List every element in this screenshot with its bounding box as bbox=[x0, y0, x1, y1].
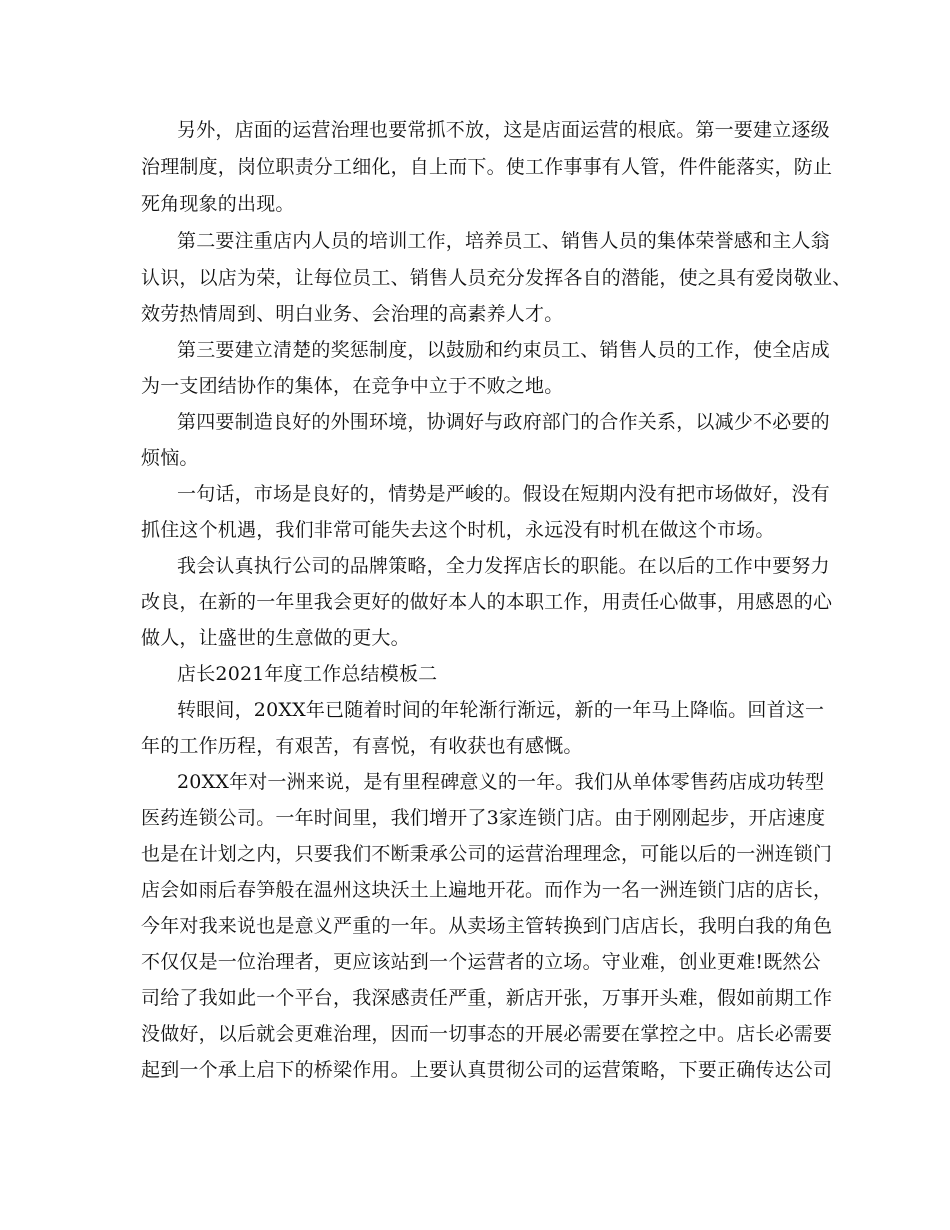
body-text-line: 认识，以店为荣，让每位员工、销售人员充分发挥各自的潜能，使之具有爱岗敬业、 bbox=[141, 267, 852, 289]
body-text-line: 一句话，市场是良好的，情势是严峻的。假设在短期内没有把市场做好，没有 bbox=[177, 483, 830, 505]
body-text-line: 也是在计划之内，只要我们不断秉承公司的运营治理理念，可能以后的一洲连锁门 bbox=[141, 843, 833, 865]
body-text-line: 今年对我来说也是意义严重的一年。从卖场主管转换到门店店长，我明白我的角色 bbox=[141, 915, 833, 937]
body-text-line: 起到一个承上启下的桥梁作用。上要认真贯彻公司的运营策略，下要正确传达公司 bbox=[141, 1059, 833, 1081]
body-text-line: 没做好，以后就会更难治理，因而一切事态的开展必需要在掌控之中。店长必需要 bbox=[141, 1023, 833, 1045]
body-text-line: 店会如雨后春笋般在温州这块沃土上遍地开花。而作为一名一洲连锁门店的店长， bbox=[141, 879, 833, 901]
body-text-line: 年的工作历程，有艰苦，有喜悦，有收获也有感慨。 bbox=[141, 735, 583, 757]
body-text-line: 第四要制造良好的外围环境，协调好与政府部门的合作关系，以减少不必要的 bbox=[177, 411, 830, 433]
body-text-line: 司给了我如此一个平台，我深感责任严重，新店开张，万事开头难，假如前期工作 bbox=[141, 987, 833, 1009]
body-text-line: 医药连锁公司。一年时间里，我们增开了3家连锁门店。由于刚刚起步，开店速度 bbox=[141, 807, 826, 829]
section-heading: 店长2021年度工作总结模板二 bbox=[177, 663, 438, 685]
body-text-line: 改良，在新的一年里我会更好的做好本人的本职工作，用责任心做事，用感恩的心 bbox=[141, 591, 833, 613]
body-text-line: 做人，让盛世的生意做的更大。 bbox=[141, 627, 410, 649]
body-text-line: 第三要建立清楚的奖惩制度，以鼓励和约束员工、销售人员的工作，使全店成 bbox=[177, 339, 830, 361]
body-text-line: 另外，店面的运营治理也要常抓不放，这是店面运营的根底。第一要建立逐级 bbox=[177, 119, 830, 141]
body-text-line: 20XX年对一洲来说，是有里程碑意义的一年。我们从单体零售药店成功转型 bbox=[177, 771, 825, 793]
body-text-line: 治理制度，岗位职责分工细化，自上而下。使工作事事有人管，件件能落实，防止 bbox=[141, 156, 833, 178]
body-text-line: 效劳热情周到、明白业务、会治理的高素养人才。 bbox=[141, 303, 564, 325]
body-text-line: 死角现象的出现。 bbox=[141, 193, 295, 215]
body-text-line: 烦恼。 bbox=[141, 447, 199, 469]
body-text-line: 抓住这个机遇，我们非常可能失去这个时机，永远没有时机在做这个市场。 bbox=[141, 519, 775, 541]
body-text-line: 我会认真执行公司的品牌策略，全力发挥店长的职能。在以后的工作中要努力 bbox=[177, 555, 830, 577]
body-text-line: 不仅仅是一位治理者，更应该站到一个运营者的立场。守业难，创业更难!既然公 bbox=[141, 951, 821, 973]
body-text-line: 第二要注重店内人员的培训工作，培养员工、销售人员的集体荣誉感和主人翁 bbox=[177, 230, 830, 252]
body-text-line: 为一支团结协作的集体，在竞争中立于不败之地。 bbox=[141, 375, 564, 397]
body-text-line: 转眼间，20XX年已随着时间的年轮渐行渐远，新的一年马上降临。回首这一 bbox=[177, 699, 825, 721]
